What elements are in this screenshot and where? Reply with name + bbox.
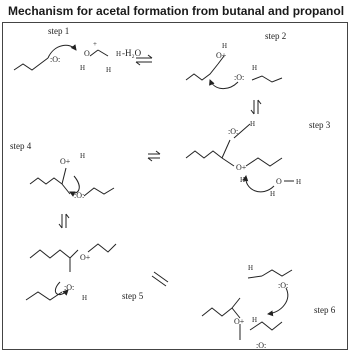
oxonium-oxygen: O+ bbox=[236, 163, 247, 172]
hydrogen-atom: H bbox=[116, 50, 122, 58]
ether-oxygen: :O: bbox=[74, 191, 85, 200]
water-loss-label: -H₂O bbox=[122, 48, 142, 58]
hydrogen-atom: H bbox=[80, 64, 86, 72]
equilibrium-arrow bbox=[136, 55, 152, 65]
hydrogen-atom: H bbox=[222, 42, 228, 50]
propanol-oxygen: :O: bbox=[234, 73, 245, 82]
hydrogen-atom: H bbox=[252, 64, 258, 72]
step-3-label: step 3 bbox=[309, 120, 331, 130]
equilibrium-arrow bbox=[59, 214, 69, 228]
hydrogen-atom: H bbox=[248, 264, 254, 272]
ether-oxygen: :O: bbox=[256, 341, 267, 350]
hydrogen-atom: H bbox=[80, 152, 86, 160]
oxonium-oxygen: O+ bbox=[60, 157, 71, 166]
step-5-label: step 5 bbox=[122, 291, 144, 301]
butanal-propanol-structure bbox=[14, 45, 108, 70]
propanol-oxygen: :O: bbox=[278, 281, 289, 290]
hydrogen-atom: H bbox=[252, 316, 258, 324]
hydrogen-atom: H bbox=[296, 178, 302, 186]
oxonium-oxygen: O+ bbox=[234, 317, 245, 326]
equilibrium-arrow bbox=[251, 100, 261, 114]
equilibrium-arrow bbox=[148, 151, 160, 161]
oxonium-oxygen: O+ bbox=[80, 253, 91, 262]
equilibrium-arrow bbox=[152, 272, 168, 286]
hydrogen-atom: H bbox=[240, 176, 246, 184]
oxonium-oxygen: O+ bbox=[216, 51, 227, 60]
propanol-oxygen: O bbox=[276, 177, 282, 186]
hydrogen-atom: H bbox=[270, 190, 276, 198]
hydroxyl-oxygen: :O: bbox=[228, 127, 239, 136]
page-title: Mechanism for acetal formation from butanal and propanol bbox=[8, 4, 345, 18]
step-2-label: step 2 bbox=[265, 31, 287, 41]
plus-charge: + bbox=[93, 40, 97, 48]
hydrogen-atom: H bbox=[106, 66, 112, 74]
hydrogen-atom: H bbox=[250, 120, 256, 128]
step-4-label: step 4 bbox=[10, 141, 32, 151]
hydrogen-atom: H bbox=[82, 294, 88, 302]
step-6-label: step 6 bbox=[314, 305, 336, 315]
hydroxyl-oxygen: :O: bbox=[64, 283, 75, 292]
step-1-label: step 1 bbox=[48, 26, 70, 36]
propanol-oxygen: O bbox=[84, 49, 90, 58]
protonated-hemiacetal-structure bbox=[30, 168, 114, 196]
aldehyde-oxygen: :O: bbox=[50, 55, 61, 64]
